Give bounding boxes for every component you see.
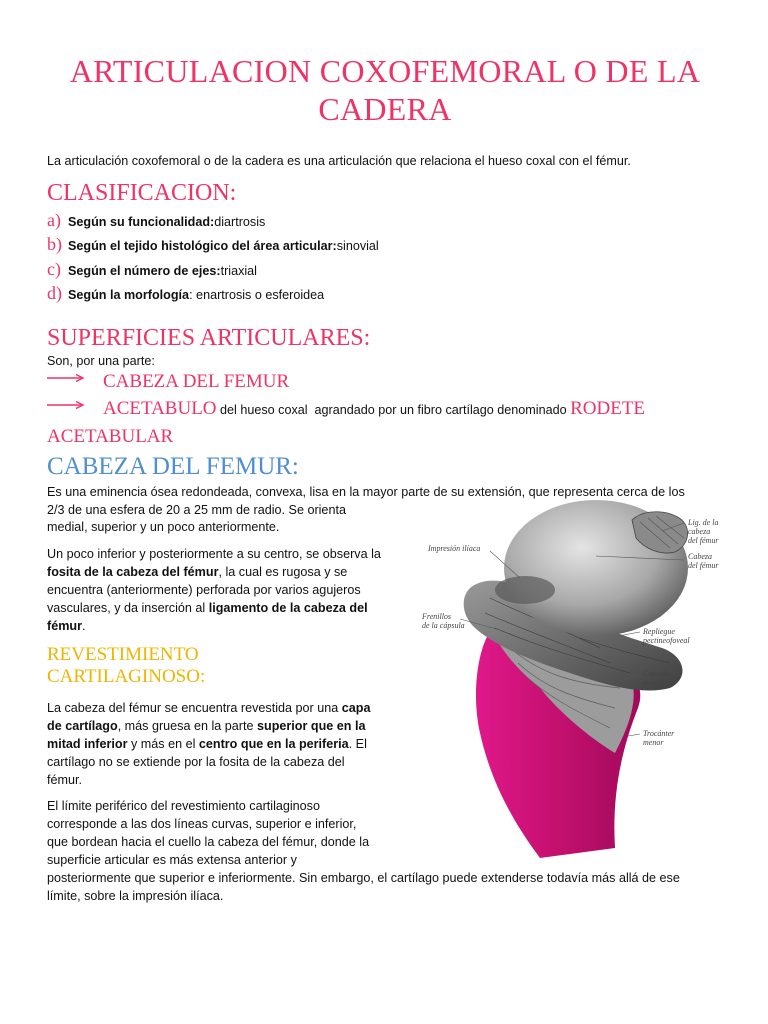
clasificacion-heading: CLASIFICACION: (47, 180, 237, 206)
label-line: Frenillos (422, 612, 452, 621)
arrow-right-icon (47, 373, 85, 383)
label-line: del fémur (688, 536, 719, 545)
label-line: Repliegue (643, 627, 675, 636)
list-value: diartrosis (214, 215, 266, 229)
list-label: Según el tejido histológico del área articular: (68, 239, 337, 253)
label-line: Cabeza (688, 552, 712, 561)
arrow-right-icon (47, 400, 85, 410)
revestimiento-p2-line6: límite, sobre la impresión ilíaca. (47, 889, 224, 903)
cabeza-p1-line1: Es una eminencia ósea redondeada, convexa, lisa en la mayor parte de su extensión, que representa cerca de los (47, 485, 685, 499)
label-line: Trocánter (643, 729, 675, 738)
revestimiento-p2-line5: posteriormente que superior e inferiormente. Sin embargo, el cartílago puede extenderse todavía más allá de ese (47, 871, 680, 885)
list-value: : enartrosis o esferoidea (189, 288, 325, 302)
superficie-acetabulo-desc: del hueso coxal agrandado por un fibro cartílago denominado (216, 403, 571, 417)
cabeza-p2 (47, 545, 382, 635)
superficie-acetabular: ACETABULAR (47, 426, 174, 447)
cabeza-heading: CABEZA DEL FEMUR: (47, 453, 299, 480)
label-cabeza-femur (688, 552, 718, 570)
text-run-bold: superior que en la mitad inferior (47, 719, 366, 751)
revestimiento-p1 (47, 699, 372, 789)
list-item (47, 398, 747, 420)
label-line: cabeza (688, 527, 711, 536)
cabeza-p1-line2: 2/3 de una esfera de 20 a 25 mm de radio. Se orienta (47, 503, 346, 517)
text-run-bold: ligamento de la cabeza del fémur (47, 601, 368, 633)
cabeza-p1-line3: medial, superior y un poco anteriormente. (47, 520, 280, 534)
superficie-rodete: RODETE (570, 398, 646, 419)
label-trocanter (643, 729, 674, 747)
text-run: . (82, 619, 86, 633)
list-item (47, 259, 257, 280)
label-line: del fémur (688, 561, 719, 570)
superficie-cabeza: CABEZA DEL FEMUR (103, 371, 290, 392)
label-line: menor (643, 738, 664, 747)
list-label: Según su funcionalidad: (68, 215, 215, 229)
text-run: Un poco inferior y posteriormente a su centro, se observa la (47, 547, 381, 561)
list-value: sinovial (336, 239, 379, 253)
text-run: La cabeza del fémur se encuentra revestida por una (47, 701, 342, 715)
label-impresion-iliaca: Impresión ilíaca (428, 544, 481, 553)
revestimiento-heading-line2: CARTILAGINOSO: (47, 666, 206, 687)
text-run-bold: capa de cartílago (47, 701, 371, 733)
list-letter: b) (47, 234, 62, 254)
text-run-bold: fosita de la cabeza del fémur (47, 565, 219, 579)
superficies-lead: Son, por una parte: (47, 354, 155, 368)
text-run: . El cartílago no se extiende por la fosita de la cabeza del fémur. (47, 737, 367, 787)
revestimiento-p2-line4: superficie articular es más extensa anterior y (47, 853, 297, 867)
list-item (47, 283, 324, 304)
list-label: Según la morfología (68, 288, 190, 302)
label-line: pectineofoveal (643, 636, 690, 645)
text-run-bold: centro que en la periferia (198, 737, 349, 751)
revestimiento-heading (47, 644, 205, 688)
revestimiento-p2-line2: corresponde a las dos líneas curvas, superior e inferior, (47, 817, 357, 831)
superficies-heading: SUPERFICIES ARTICULARES: (47, 325, 371, 351)
label-repliegue (643, 627, 690, 645)
list-item (47, 210, 265, 231)
list-letter: c) (47, 259, 61, 279)
label-frenillos (422, 612, 465, 630)
list-item (47, 234, 379, 255)
superficie-acetabulo: ACETABULO (103, 398, 217, 419)
page-title: ARTICULACION COXOFEMORAL O DE LA CADERA (69, 53, 701, 127)
label-line: Cápsula (643, 669, 670, 678)
list-value: triaxial (220, 264, 257, 278)
text-run: , la cual es rugosa y se encuentra (anteriormente) perforada por varios agujeros vasculares, y da inserción al (47, 565, 361, 615)
list-letter: d) (47, 283, 62, 303)
list-item (47, 371, 289, 393)
text-run: , más gruesa en la parte (117, 719, 257, 733)
revestimiento-p2-line3: que bordean hacia el cuello la cabeza del fémur, donde la (47, 835, 370, 849)
label-line: articular (643, 678, 672, 687)
label-line: Lig. de la (688, 518, 719, 527)
label-line: de la cápsula (422, 621, 465, 630)
list-letter: a) (47, 210, 61, 230)
text-run: y más en el (127, 737, 199, 751)
label-ligamento (688, 518, 718, 545)
revestimiento-p2-line1: El límite periférico del revestimiento cartilaginoso (47, 799, 320, 813)
label-capsula (643, 669, 671, 687)
list-label: Según el número de ejes: (68, 264, 221, 278)
intro-text: La articulación coxofemoral o de la cadera es una articulación que relaciona el hueso coxal con el fémur. (47, 154, 631, 168)
revestimiento-heading-line1: REVESTIMIENTO (47, 644, 199, 665)
